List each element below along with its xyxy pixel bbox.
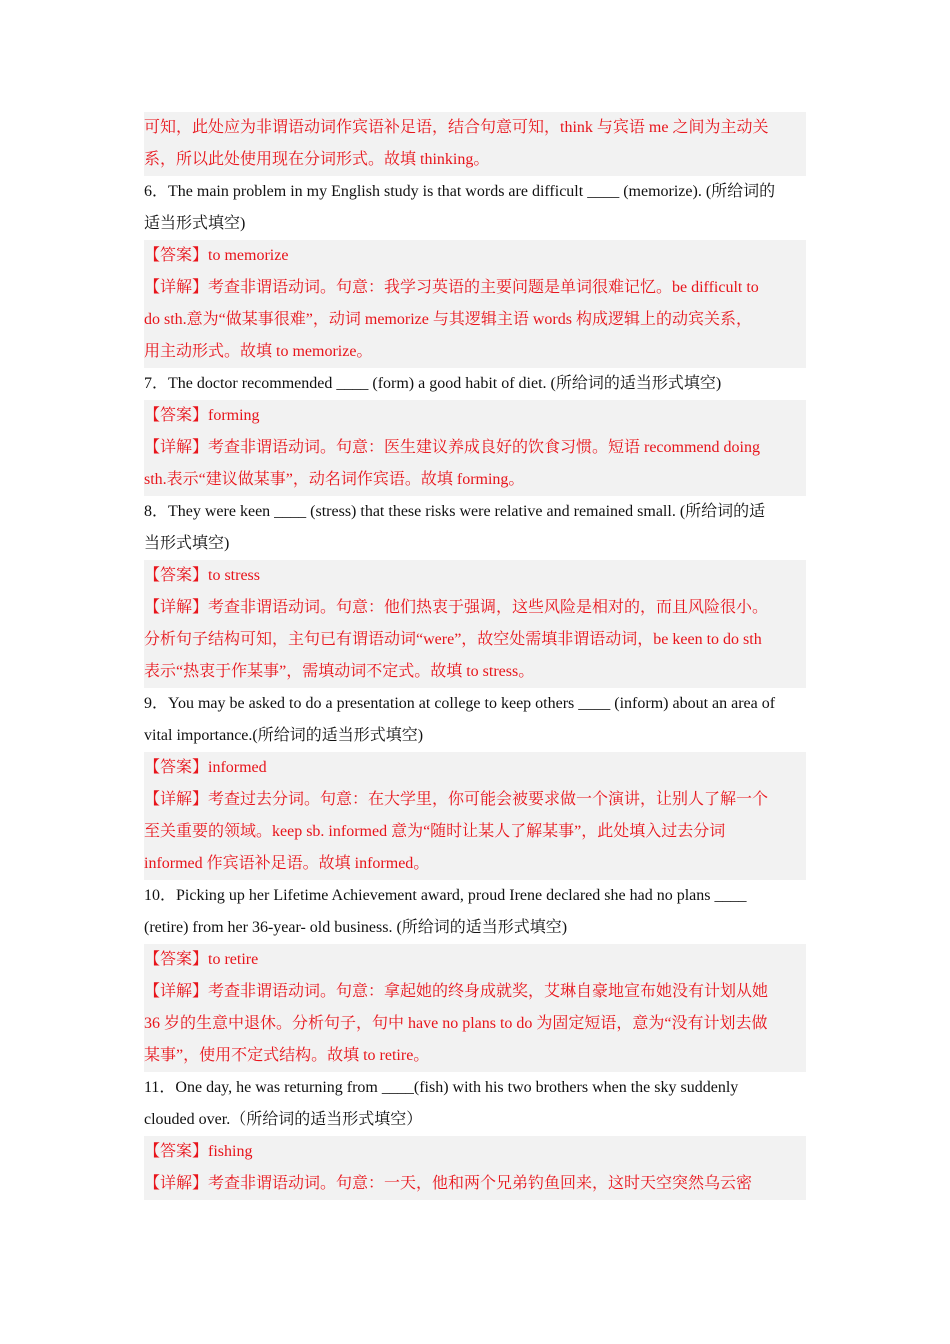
answer-line: 至关重要的领域。keep sb. informed 意为“随时让某人了解某事”，此处填入过去分词 [144,816,806,848]
answer-line: 【详解】考查非谓语动词。句意：我学习英语的主要问题是单词很难记忆。be difficult to [144,272,806,304]
document-content [144,112,806,1200]
answer-line: 【答案】to stress [144,560,806,592]
question-line: 6．The main problem in my English study is that words are difficult ____ (memorize). (所给词的 [144,183,776,200]
answer-line: do sth.意为“做某事很难”，动词 memorize 与其逻辑主语 words 构成逻辑上的动宾关系， [144,304,806,336]
answer-line: 【详解】考查过去分词。句意：在大学里，你可能会被要求做一个演讲，让别人了解一个 [144,784,806,816]
answer-line: 36 岁的生意中退休。分析句子，句中 have no plans to do 为固定短语，意为“没有计划去做 [144,1008,806,1040]
answer-line: 【详解】考查非谓语动词。句意：一天，他和两个兄弟钓鱼回来，这时天空突然乌云密 [144,1168,806,1200]
answer-line: 分析句子结构可知，主句已有谓语动词“were”，故空处需填非谓语动词，be keen to do sth [144,624,806,656]
answer-line: 用主动形式。故填 to memorize。 [144,336,806,368]
question-line: vital importance.(所给词的适当形式填空) [144,727,424,744]
question-line: (retire) from her 36-year- old business. (所给词的适当形式填空) [144,919,568,936]
answer-line: 某事”，使用不定式结构。故填 to retire。 [144,1040,806,1072]
answer-line: 【详解】考查非谓语动词。句意：拿起她的终身成就奖，艾琳自豪地宣布她没有计划从她 [144,976,806,1008]
answer-line: informed 作宾语补足语。故填 informed。 [144,848,806,880]
question-line: 8．They were keen ____ (stress) that these risks were relative and remained small. (所给词的适 [144,503,766,520]
question-line: 当形式填空) [144,535,230,552]
question-line: 9．You may be asked to do a presentation at college to keep others ____ (inform) about an area of [144,695,776,712]
question-line: clouded over.（所给词的适当形式填空） [144,1111,423,1128]
question-line: 11．One day, he was returning from ____(fish) with his two brothers when the sky suddenly [144,1079,739,1096]
answer-line: 【答案】to retire [144,944,806,976]
answer-line: 表示“热衷于作某事”，需填动词不定式。故填 to stress。 [144,656,806,688]
question-line: 适当形式填空) [144,215,246,232]
answer-line: sth.表示“建议做某事”，动名词作宾语。故填 forming。 [144,464,806,496]
answer-line: 【答案】fishing [144,1136,806,1168]
answer-line: 系，所以此处使用现在分词形式。故填 thinking。 [144,144,806,176]
question-line: 10．Picking up her Lifetime Achievement award, proud Irene declared she had no plans ____ [144,887,747,904]
question-line: 7．The doctor recommended ____ (form) a good habit of diet. (所给词的适当形式填空) [144,375,722,392]
answer-line: 【答案】to memorize [144,240,806,272]
answer-line: 【答案】informed [144,752,806,784]
answer-line: 【答案】forming [144,400,806,432]
answer-line: 可知，此处应为非谓语动词作宾语补足语，结合句意可知，think 与宾语 me 之间为主动关 [144,112,806,144]
answer-line: 【详解】考查非谓语动词。句意：他们热衷于强调，这些风险是相对的，而且风险很小。 [144,592,806,624]
answer-line: 【详解】考查非谓语动词。句意：医生建议养成良好的饮食习惯。短语 recommend doing [144,432,806,464]
